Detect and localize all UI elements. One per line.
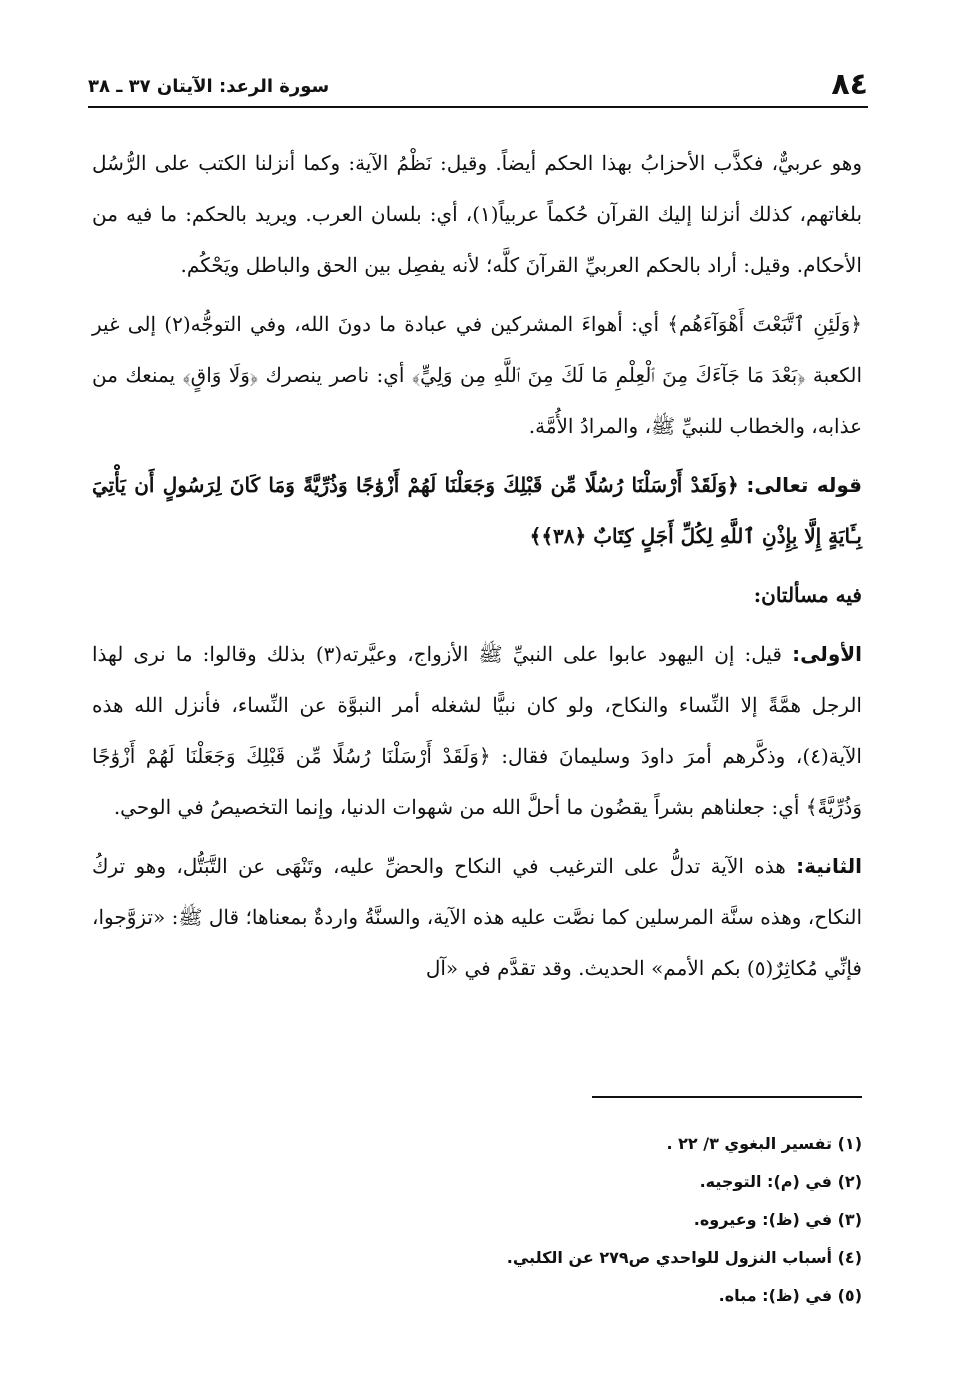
verse-intro: قوله تعالى:: [746, 473, 863, 497]
page-header: [88, 60, 868, 100]
footnote-rule: [592, 1096, 862, 1098]
issue-second: [92, 841, 862, 994]
issue-first-label: الأولى:: [792, 642, 862, 666]
footnote: (١) تفسير البغوي ٣/ ٢٢ .: [666, 1134, 862, 1153]
header-rule: [88, 106, 868, 108]
footnote: (٢) في (م): التوجيه.: [699, 1172, 862, 1191]
issues-heading: فيه مسألتان:: [753, 583, 862, 607]
body-text: [92, 138, 862, 1002]
footnote: (٥) في (ظ): مباه.: [718, 1286, 862, 1305]
verse-block: [92, 460, 862, 562]
footnote: (٤) أسباب النزول للواحدي ص٢٧٩ عن الكلبي.: [506, 1248, 862, 1267]
issue-second-label: الثانية:: [796, 854, 862, 878]
paragraph: ﴿وَلَئِنِ ٱتَّبَعْتَ أَهْوَآءَهُم﴾ أي: أهواءَ المشركين في عبادة ما دونَ الله، وفي التوجُّه(٢) إلى غير الكعبة ﴿بَعْدَ مَا جَآءَكَ مِنَ ٱلْعِلْمِ مَا لَكَ مِنَ ٱللَّهِ مِن وَلِيٍّ﴾ أي: ناصر ينصرك ﴿وَلَا وَاقٍ﴾ يمنعك من عذابه، والخطاب للنبيِّ ﷺ، والمرادُ الأُمَّة.: [92, 312, 862, 438]
page-number: ٨٤: [831, 67, 868, 102]
running-head: سورة الرعد: الآيتان ٣٧ ـ ٣٨: [88, 76, 330, 97]
footnotes: [300, 1125, 862, 1315]
issue-second-text: هذه الآية تدلُّ على الترغيب في النكاح والحضِّ عليه، وتَنْهَى عن التَّبَتُّل، وهو تركُ النكاح، وهذه سنَّة المرسلين كما نصَّت عليه هذه الآية، والسنَّةُ واردةٌ بمعناها؛ قال ﷺ: «تزوَّجوا، فإنِّي مُكاثِرٌ(٥) بكم الأمم» الحديث. وقد تقدَّم في «آل: [92, 854, 862, 980]
footnote: (٣) في (ظ): وعيروه.: [693, 1210, 862, 1229]
issue-first: [92, 629, 862, 833]
verse-text: ﴿وَلَقَدْ أَرْسَلْنَا رُسُلًا مِّن قَبْلِكَ وَجَعَلْنَا لَهُمْ أَزْوَٰجًا وَذُرِّيَّةً وَمَا كَانَ لِرَسُولٍ أَن يَأْتِيَ بِـَٔايَةٍ إِلَّا بِإِذْنِ ٱللَّهِ لِكُلِّ أَجَلٍ كِتَابٌ ﴿٣٨﴾﴾: [92, 473, 862, 548]
issue-first-text: قيل: إن اليهود عابوا على النبيِّ ﷺ الأزواج، وعيَّرته(٣) بذلك وقالوا: ما نرى لهذا الرجل همَّةً إلا النِّساء والنكاح، ولو كان نبيًّا لشغله أمر النبوَّة عن النِّساء، فأنزل الله هذه الآية(٤)، وذكَّرهم أمرَ داودَ وسليمانَ فقال: ﴿وَلَقَدْ أَرْسَلْنَا رُسُلًا مِّن قَبْلِكَ وَجَعَلْنَا لَهُمْ أَزْوَٰجًا وَذُرِّيَّةً﴾ أي: جعلناهم بشراً يقضُون ما أحلَّ الله من شهوات الدنيا، وإنما التخصيصُ في الوحي.: [92, 642, 862, 819]
paragraph: وهو عربيٌّ، فكذَّب الأحزابُ بهذا الحكم أيضاً. وقيل: نَظْمُ الآية: وكما أنزلنا الكتب على الرُّسُل بلغاتهم، كذلك أنزلنا إليك القرآن حُكماً عربياً(١)، أي: بلسان العرب. ويريد بالحكم: ما فيه من الأحكام. وقيل: أراد بالحكم العربيِّ القرآنَ كلَّه؛ لأنه يفصِل بين الحق والباطل ويَحْكُم.: [92, 151, 863, 277]
